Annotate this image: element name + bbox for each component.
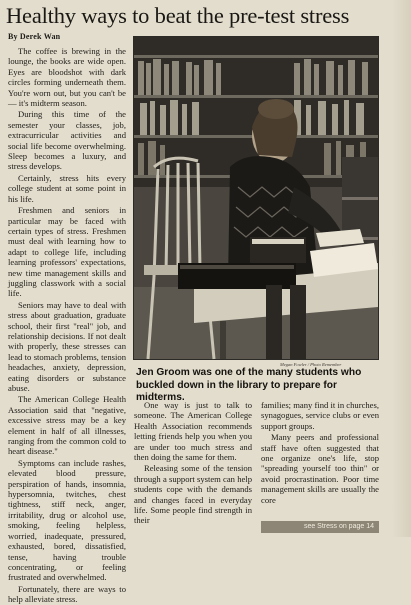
paragraph: Many peers and professional staff have often suggested that one organize one's life, stop "spreading yourself too thin" or avoid procrastination. Poor time management skills are usually the core [261,432,379,505]
photo-illustration [134,37,378,359]
continued-jump-box: see Stress on page 14 [261,521,379,533]
paragraph: During this time of the semester your classes, job, extracurricular activities and social life become overwhelming. Sleep becomes a luxury, and stress develops. [8,109,126,172]
article-byline: By Derek Wan [8,32,61,41]
library-photo [134,37,378,359]
paragraph: The American College Health Association said that "negative, excessive stress may be a key element in half of all illnesses, ranging from the common cold to heart disease." [8,394,126,457]
photo-caption: Jen Groom was one of the many students who buckled down in the library to prepare for midterms. [136,367,362,403]
left-column [8,46,126,605]
page-edge [392,0,411,537]
paragraph: The coffee is brewing in the lounge, the books are wide open. Eyes are bloodshot with dark circles forming underneath them. You're worn out, but you can't be — it's midterm season. [8,46,126,109]
paragraph: Symptoms can include rashes, elevated blood pressure, perspiration of hands, insomnia, hypersomnia, twitches, chest tightness, stiff neck, anger, irritability, drug or alcohol use, smoking, feeling helpless, worried, inadequate, pressured, exhausted, bored, dissatisfied, tense, having trouble concentrating, or feeling frustrated and overwhelmed. [8,457,126,583]
paragraph: Releasing some of the tension through a support system can help students cope with the demands and changes faced in everyday life. Some people find strength in their [134,463,252,526]
right-column [261,400,379,518]
paragraph: One way is just to talk to someone. The American College Health Association recommends letting friends help you when you are under too much stress and then doing the same for them. [134,400,252,463]
paragraph: families; many find it in churches, synagogues, service clubs or even support groups. [261,400,379,431]
article-headline: Healthy ways to beat the pre-test stress [6,3,350,28]
paragraph: Freshmen and seniors in particular may be faced with certain types of stress. Freshmen must deal with learning how to adapt to college life, including learning professors' expectations, new time management skills and juggling classwork with a social life. [8,205,126,299]
middle-column [134,400,252,526]
photo-credit: Megan Fowler / Photo Remember [280,362,342,367]
paragraph: Fortunately, there are ways to help alleviate stress. [8,583,126,605]
paragraph: Seniors may have to deal with stress about graduation, graduate school, their first "real" job, and relationship decisions. If not dealt with properly, these stresses can lead to stomach problems, tension headaches, anxiety, depression, eating disorders or substance abuse. [8,299,126,393]
paragraph: Certainly, stress hits every college student at some point in his life. [8,172,126,204]
